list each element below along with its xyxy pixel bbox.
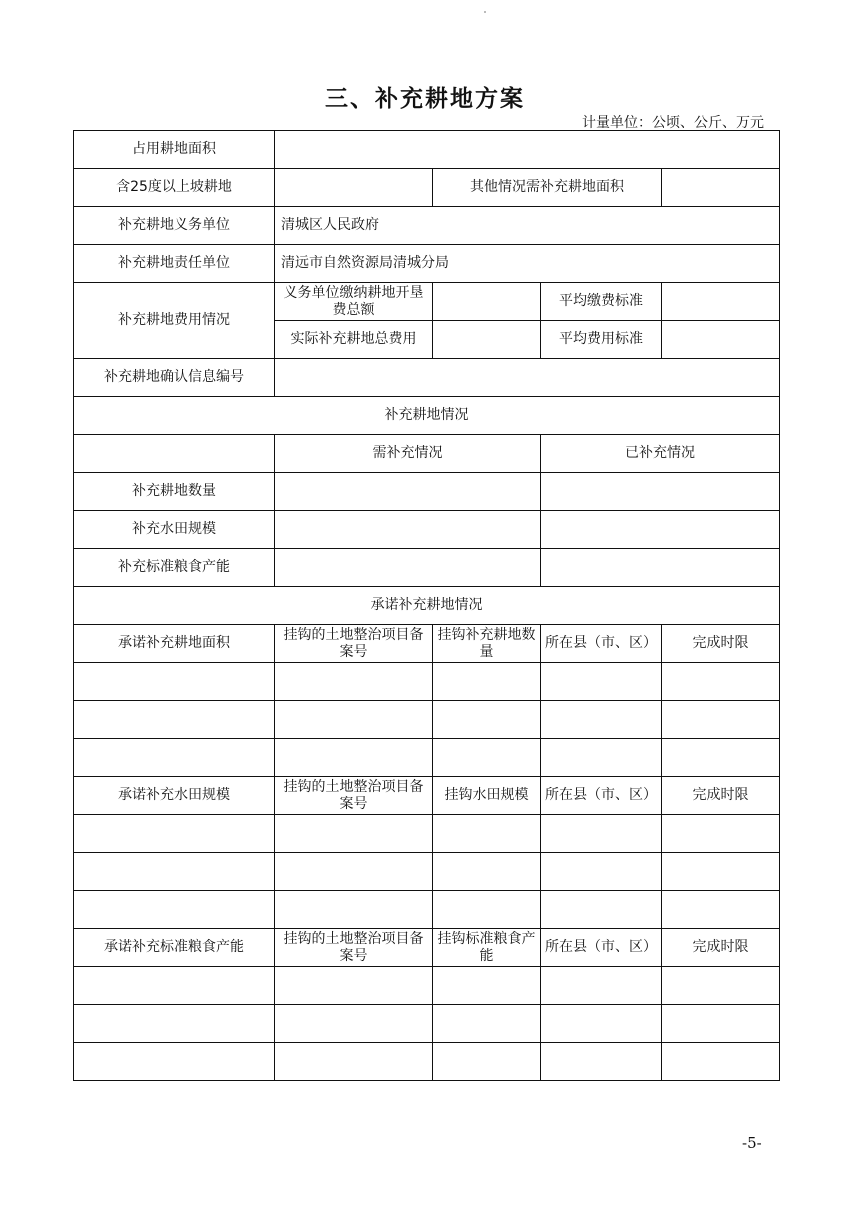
table-cell[interactable] (541, 1005, 662, 1043)
table-cell[interactable] (541, 967, 662, 1005)
responsible-unit-field[interactable]: 清远市自然资源局清城分局 (275, 245, 780, 283)
column-header: 挂钩补充耕地数量 (433, 625, 541, 663)
needed-field[interactable] (275, 549, 541, 587)
other-area-label: 其他情况需补充耕地面积 (433, 169, 662, 207)
table-cell[interactable] (433, 1005, 541, 1043)
table-cell[interactable] (74, 853, 275, 891)
obligation-unit-label: 补充耕地义务单位 (74, 207, 275, 245)
column-header: 完成时限 (662, 777, 780, 815)
table-cell[interactable] (662, 739, 780, 777)
row-cost-1 (74, 283, 780, 321)
slope25-label: 含25度以上坡耕地 (74, 169, 275, 207)
slope25-field[interactable] (275, 169, 433, 207)
column-header: 承诺补充水田规模 (74, 777, 275, 815)
table-cell[interactable] (433, 1043, 541, 1081)
table-cell[interactable] (275, 891, 433, 929)
table-cell[interactable] (541, 815, 662, 853)
table-cell[interactable] (275, 815, 433, 853)
column-header: 挂钩的土地整治项目备案号 (275, 625, 433, 663)
table-cell[interactable] (662, 891, 780, 929)
actual-total-label: 实际补充耕地总费用 (275, 321, 433, 359)
table-row (74, 701, 780, 739)
table-cell[interactable] (662, 1043, 780, 1081)
commitment-heading: 承诺补充耕地情况 (74, 587, 780, 625)
table-cell[interactable] (433, 891, 541, 929)
column-header: 挂钩的土地整治项目备案号 (275, 777, 433, 815)
supplement-row (74, 473, 780, 511)
table-cell[interactable] (275, 1005, 433, 1043)
column-header: 完成时限 (662, 625, 780, 663)
page-title: 三、补充耕地方案 (325, 86, 525, 112)
other-area-field[interactable] (662, 169, 780, 207)
scan-speck (484, 11, 486, 13)
paid-total-label: 义务单位缴纳耕地开垦费总额 (275, 283, 433, 321)
table-cell[interactable] (275, 663, 433, 701)
row-slope25 (74, 169, 780, 207)
table-cell[interactable] (662, 701, 780, 739)
row-confirm-no (74, 359, 780, 397)
table-cell[interactable] (74, 891, 275, 929)
column-header: 所在县（市、区） (541, 625, 662, 663)
table-cell[interactable] (662, 663, 780, 701)
table-cell[interactable] (74, 967, 275, 1005)
column-header: 挂钩标准粮食产能 (433, 929, 541, 967)
occupied-area-field[interactable] (275, 131, 780, 169)
table-cell[interactable] (433, 815, 541, 853)
table-cell[interactable] (662, 967, 780, 1005)
table-cell[interactable] (433, 701, 541, 739)
table-cell[interactable] (275, 701, 433, 739)
column-header: 承诺补充标准粮食产能 (74, 929, 275, 967)
table-row (74, 739, 780, 777)
row-responsible-unit (74, 245, 780, 283)
done-field[interactable] (541, 473, 780, 511)
actual-total-field[interactable] (433, 321, 541, 359)
supplement-heading: 补充耕地情况 (74, 397, 780, 435)
needed-column-header: 需补充情况 (275, 435, 541, 473)
table-cell[interactable] (541, 663, 662, 701)
table-row (74, 663, 780, 701)
avg-paid-label: 平均缴费标准 (541, 283, 662, 321)
avg-cost-field[interactable] (662, 321, 780, 359)
table-cell[interactable] (275, 1043, 433, 1081)
table-cell[interactable] (541, 1043, 662, 1081)
column-header: 完成时限 (662, 929, 780, 967)
commitment-area-header-row (74, 625, 780, 663)
table-cell[interactable] (662, 853, 780, 891)
table-cell[interactable] (275, 853, 433, 891)
column-header: 挂钩水田规模 (433, 777, 541, 815)
paid-total-field[interactable] (433, 283, 541, 321)
column-header: 所在县（市、区） (541, 929, 662, 967)
cost-label: 补充耕地费用情况 (74, 283, 275, 359)
avg-cost-label: 平均费用标准 (541, 321, 662, 359)
table-cell[interactable] (662, 1005, 780, 1043)
done-column-header: 已补充情况 (541, 435, 780, 473)
table-row (74, 1043, 780, 1081)
farmland-supplement-form (73, 130, 780, 1081)
table-cell[interactable] (433, 739, 541, 777)
unit-note: 计量单位：公顷、公斤、万元 (582, 115, 764, 131)
done-field[interactable] (541, 511, 780, 549)
table-row (74, 853, 780, 891)
table-cell[interactable] (433, 967, 541, 1005)
page-number: -5- (742, 1134, 762, 1152)
commitment-grain-header-row (74, 929, 780, 967)
table-cell[interactable] (541, 701, 662, 739)
row-occupied-area (74, 131, 780, 169)
table-cell[interactable] (74, 701, 275, 739)
table-cell[interactable] (74, 739, 275, 777)
table-cell[interactable] (541, 891, 662, 929)
done-field[interactable] (541, 549, 780, 587)
table-cell[interactable] (433, 853, 541, 891)
table-row (74, 891, 780, 929)
row-obligation-unit (74, 207, 780, 245)
needed-field[interactable] (275, 511, 541, 549)
column-header: 承诺补充耕地面积 (74, 625, 275, 663)
table-cell[interactable] (275, 739, 433, 777)
supplement-row-label: 补充水田规模 (74, 511, 275, 549)
table-row (74, 1005, 780, 1043)
table-row (74, 967, 780, 1005)
table-cell[interactable] (541, 853, 662, 891)
supplement-row-label: 补充标准粮食产能 (74, 549, 275, 587)
table-cell[interactable] (74, 1005, 275, 1043)
table-cell[interactable] (433, 663, 541, 701)
needed-field[interactable] (275, 473, 541, 511)
table-cell[interactable] (74, 815, 275, 853)
supplement-corner-cell (74, 435, 275, 473)
table-cell[interactable] (541, 739, 662, 777)
supplement-column-headers (74, 435, 780, 473)
obligation-unit-field[interactable]: 清城区人民政府 (275, 207, 780, 245)
confirm-no-field[interactable] (275, 359, 780, 397)
table-cell[interactable] (275, 967, 433, 1005)
commitment-paddy-header-row (74, 777, 780, 815)
table-cell[interactable] (662, 815, 780, 853)
table-cell[interactable] (74, 1043, 275, 1081)
supplement-row (74, 511, 780, 549)
column-header: 所在县（市、区） (541, 777, 662, 815)
column-header: 挂钩的土地整治项目备案号 (275, 929, 433, 967)
responsible-unit-label: 补充耕地责任单位 (74, 245, 275, 283)
confirm-no-label: 补充耕地确认信息编号 (74, 359, 275, 397)
supplement-row (74, 549, 780, 587)
table-cell[interactable] (74, 663, 275, 701)
table-row (74, 815, 780, 853)
commitment-heading-row (74, 587, 780, 625)
supplement-row-label: 补充耕地数量 (74, 473, 275, 511)
supplement-heading-row (74, 397, 780, 435)
avg-paid-field[interactable] (662, 283, 780, 321)
occupied-area-label: 占用耕地面积 (74, 131, 275, 169)
